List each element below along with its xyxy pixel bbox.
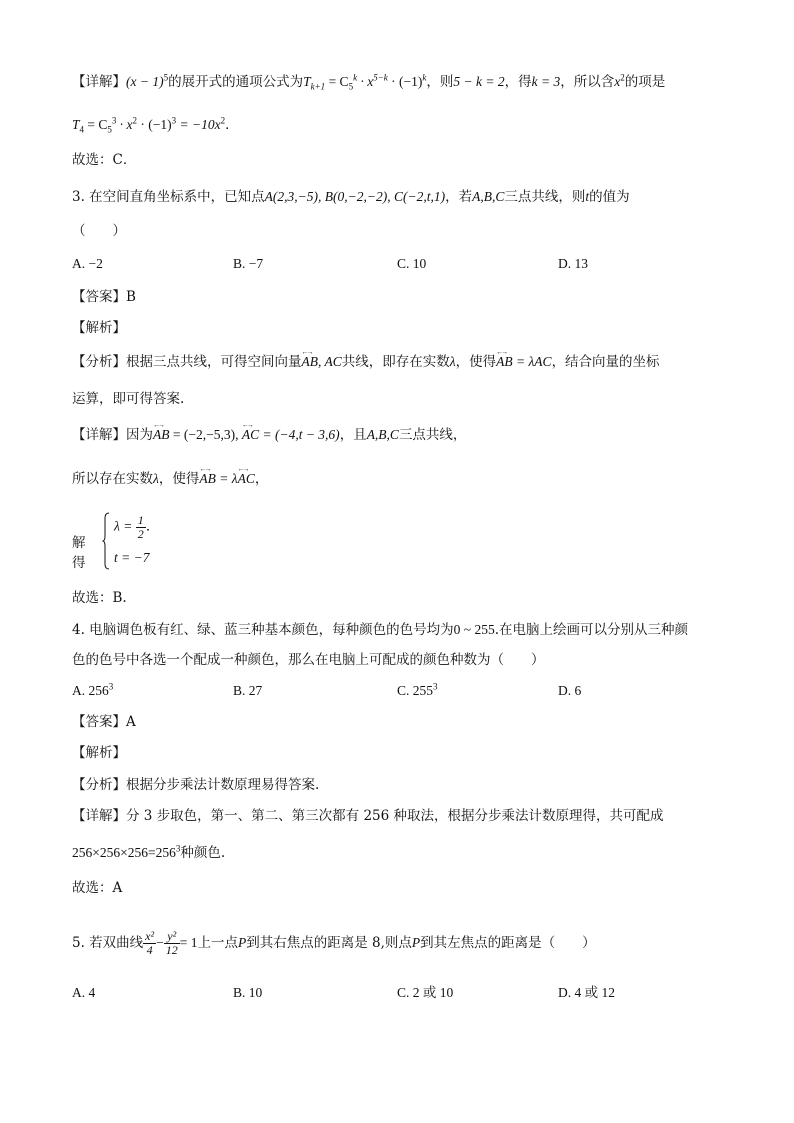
q3-so-b: ，使得: [158, 471, 200, 487]
k-eq-3: k = 3: [531, 74, 561, 89]
term-C: = C: [325, 74, 349, 89]
choice-c-line: [72, 150, 136, 170]
q3-abc: A,B,C: [472, 189, 505, 204]
q3-xj-ac-val: = (−4,t − 3,6): [259, 427, 340, 442]
q5-text-c: 到其右焦点的距离是 8,则点: [246, 935, 412, 951]
q4-end: 故选：A: [72, 880, 123, 896]
q3-fx-lambda: λ: [449, 354, 456, 369]
q4-text-a: 4. 电脑调色板有红、绿、蓝三种基本颜色，每种颜色的色号均为: [72, 622, 454, 638]
q3-xj-ab-val: = (−2,−5,3),: [169, 427, 242, 442]
t4-T: T: [72, 117, 80, 132]
q3-option-d: D. 13: [558, 256, 588, 271]
term-x: · x: [357, 74, 374, 89]
q3-fx-vectors: ←→ AB, AC: [302, 352, 342, 372]
q5-P: P: [237, 935, 247, 950]
detail-line-2: [72, 115, 239, 135]
q4-calc-expr: 256×256×256=256: [72, 845, 176, 860]
q4-calc-end: 种颜色.: [180, 845, 226, 861]
q3-xj-c: 三点共线，: [398, 427, 467, 443]
term-x-sup: 5−k: [373, 72, 388, 83]
t4-result-sup: 2: [220, 115, 226, 126]
q3-sys-end: ．: [145, 518, 160, 534]
q4-fenxi: 【分析】根据分步乘法计数原理易得答案.: [72, 777, 320, 793]
q5-option-a: A. 4: [72, 985, 96, 1000]
q5-text-b: 上一点: [197, 935, 238, 951]
q5-minus: −: [156, 935, 164, 950]
q3-so-c: ，: [254, 471, 269, 487]
q3-xiangjie: [72, 425, 466, 445]
t4-sub: 4: [79, 124, 85, 135]
q3-xj-a: 【详解】因为: [72, 427, 153, 443]
q3-xj-ab: ←→ AB: [153, 425, 170, 445]
q5-text-d: 到其左焦点的距离是（ ）: [420, 935, 596, 951]
q3-fx-b: 共线，即存在实数: [341, 354, 450, 370]
q5-fraction-y: [164, 930, 180, 957]
q4-stem-1: [72, 620, 688, 640]
q3-text-b: ，若: [445, 189, 473, 205]
q3-sys-fraction: [136, 514, 146, 541]
q4-text-b: .在电脑上绘画可以分别从三种颜: [494, 622, 689, 638]
q3-so-a: 所以存在实数: [72, 471, 153, 487]
q3-so-eq: = λ: [215, 471, 238, 486]
q3-sys-den: 2: [137, 527, 144, 541]
detail-label: 【详解】: [72, 74, 126, 90]
q3-t: t: [585, 189, 590, 204]
q3-so: [72, 469, 268, 489]
q3-text-d: 的值为: [589, 189, 630, 205]
term-T: T: [303, 74, 311, 89]
q3-so-lambda: λ: [153, 471, 159, 486]
q3-option-a: A. −2: [72, 256, 103, 271]
q3-fx-d: ，结合向量的坐标: [551, 354, 660, 370]
q3-answer: 【答案】B: [72, 289, 136, 305]
expr-binomial: (x − 1): [126, 74, 164, 89]
q3-paren-text: （ ）: [72, 223, 126, 239]
q3-system-t: t = −7: [114, 550, 150, 565]
q5-stem: [72, 930, 596, 957]
term-C-sup: k: [353, 72, 358, 83]
q4-option-d: D. 6: [558, 683, 582, 698]
term-C-sub: 5: [348, 81, 354, 92]
q3-end: 故选：B.: [72, 590, 127, 606]
q3-solve-label: 解得: [72, 535, 86, 571]
q5-option-b: B. 10: [233, 985, 263, 1000]
q5-option-c: C. 2 或 10: [397, 985, 454, 1000]
q5-eq1: = 1: [179, 935, 198, 950]
q4-opt-a-sup: 3: [108, 681, 114, 692]
cond-eq: 5 − k = 2: [453, 74, 505, 89]
q5-fraction-x: [143, 930, 156, 957]
q3-xj-abc: A,B,C: [366, 427, 399, 442]
t4-neg-sup: 3: [171, 115, 177, 126]
q3-stem: [72, 187, 630, 207]
q3-xj-ac: ←→ AC: [242, 425, 259, 445]
q4-calc: [72, 843, 225, 863]
q5-f2-num: y²: [164, 930, 180, 944]
q5-f1-num: x²: [145, 929, 155, 943]
q3-fx-eq: ←→ AB = λAC: [496, 352, 551, 372]
q3-sys-lambda-eq: λ =: [114, 518, 136, 534]
q3-analysis-label: 【解析】: [72, 320, 126, 336]
q3-system-lambda: [114, 514, 159, 541]
q4-opt-c-sup: 3: [433, 681, 438, 692]
q4-stem-2: 色的色号中各选一个配成一种颜色，那么在电脑上可配成的颜色种数为（ ）: [72, 652, 545, 668]
q5-f2-den: 12: [165, 943, 178, 957]
q4-range: 0 ~ 255: [453, 622, 495, 637]
q3-so-ab: ←→ AB: [199, 469, 216, 489]
q4-xiangjie: 【详解】分 3 步取色，第一、第二、第三次都有 256 种取法，根据分步乘法计数原理得，共可配成: [72, 808, 664, 824]
term-T-sub: k+1: [310, 81, 326, 92]
t4-end: ．: [225, 117, 239, 133]
q4-calc-sup: 3: [175, 843, 181, 854]
q4-option-c: [397, 681, 438, 701]
x-squared: x: [614, 74, 621, 89]
exp-5: 5: [163, 72, 169, 83]
q3-paren: [72, 221, 126, 241]
q4-opt-c-text: C. 255: [397, 683, 434, 698]
q4-option-a: [72, 681, 113, 701]
q5-text-a: 5. 若双曲线: [72, 935, 144, 951]
term-neg: · (−1): [387, 74, 423, 89]
q3-fenxi-2: 运算，即可得答案.: [72, 391, 185, 407]
q4-analysis-label: 【解析】: [72, 745, 126, 761]
text-general-term: 的展开式的通项公式为: [168, 74, 304, 90]
left-brace-icon: [102, 512, 110, 570]
choice-c-text: 故选：C．: [72, 152, 137, 168]
t4-result: = −10x: [176, 117, 221, 132]
q3-fenxi: [72, 352, 660, 372]
t4-x-sup: 2: [132, 115, 138, 126]
t4-C-sup: 3: [111, 115, 117, 126]
q3-fx-a: 【分析】根据三点共线，可得空间向量: [72, 354, 302, 370]
text-term-is: 的项是: [624, 74, 666, 90]
x-squared-sup: 2: [620, 72, 625, 83]
detail-line-1: [72, 72, 665, 92]
q3-option-b: B. −7: [233, 256, 264, 271]
q3-so-ac: ←→ AC: [238, 469, 255, 489]
q3-sys-num: 1: [137, 513, 144, 527]
q3-points: A(2,3,−5), B(0,−2,−2), C(−2,t,1): [264, 189, 446, 204]
t4-neg: · (−1): [137, 117, 172, 132]
text-contains: ，所以含: [560, 74, 615, 90]
q4-opt-a-text: A. 256: [72, 683, 109, 698]
term-neg-sup: k: [422, 72, 427, 83]
q5-option-d: D. 4 或 12: [558, 985, 615, 1000]
q3-xj-b: ，且: [339, 427, 367, 443]
q4-option-b: B. 27: [233, 683, 263, 698]
q5-f1-den: 4: [146, 943, 153, 957]
t4-C: = C: [84, 117, 108, 132]
t4-x: · x: [116, 117, 133, 132]
q3-text-c: 三点共线，则: [504, 189, 586, 205]
text-then: ，则: [426, 74, 454, 90]
q3-text-a: 3. 在空间直角坐标系中，已知点: [72, 189, 265, 205]
q5-P2: P: [411, 935, 421, 950]
q3-fx-c: ，使得: [455, 354, 497, 370]
text-get: ，得: [504, 74, 532, 90]
q3-option-c: C. 10: [397, 256, 427, 271]
t4-C-sub: 5: [107, 124, 112, 135]
q4-answer: 【答案】A: [72, 714, 136, 730]
